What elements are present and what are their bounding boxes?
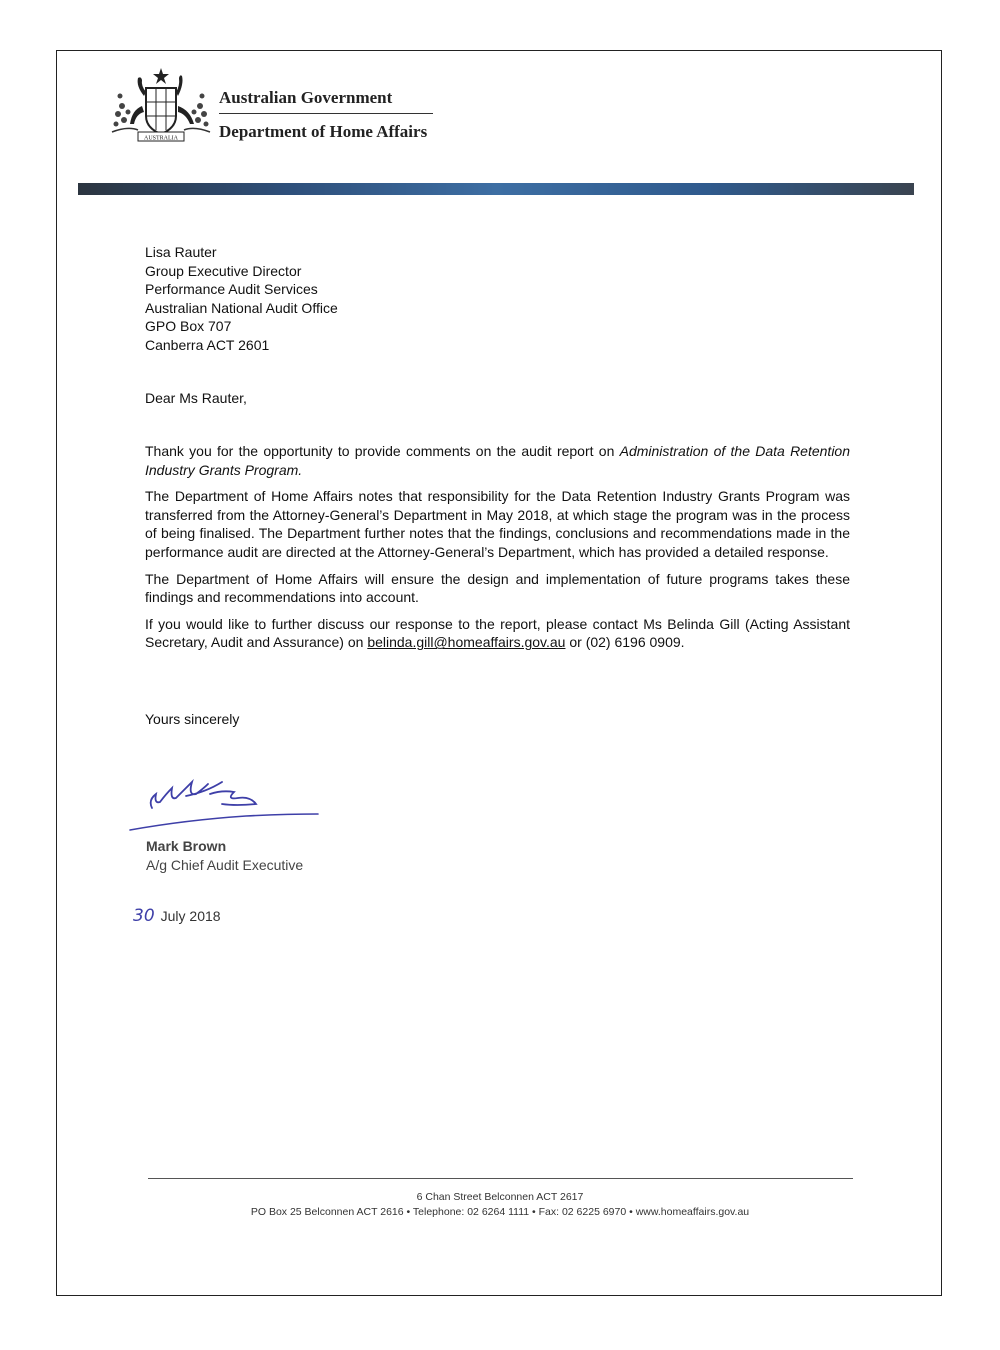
recipient-division: Performance Audit Services (145, 281, 318, 298)
coat-of-arms-icon (108, 66, 214, 148)
paragraph-4-text: If you would like to further discuss our response to the report, please contact Ms Belinda Gill (Acting Assistant Secretary, Audit and Assurance) on (145, 615, 850, 651)
paragraph-3: The Department of Home Affairs will ensure the design and implementation of future programs takes these findings and recommendations into account. (145, 570, 850, 606)
footer-contact-details: PO Box 25 Belconnen ACT 2616 • Telephone: 02 6264 1111 • Fax: 02 6225 6970 • www.homeaffairs.gov.au (250, 1206, 750, 1218)
contact-email-link[interactable]: belinda.gill@homeaffairs.gov.au (367, 634, 566, 651)
government-name: Australian Government (219, 88, 393, 107)
paragraph-4-phone: or (02) 6196 0909. (565, 634, 685, 651)
signer-title: A/g Chief Audit Executive (146, 857, 304, 873)
recipient-title: Group Executive Director (145, 262, 302, 279)
letter-body (145, 442, 850, 660)
signature-image (126, 770, 326, 836)
footer-divider (148, 1178, 853, 1179)
recipient-city: Canberra ACT 2601 (145, 336, 270, 353)
letter-date (133, 906, 221, 926)
letterhead-divider (219, 113, 433, 114)
paragraph-4 (145, 615, 850, 652)
handwritten-day: 30 (133, 906, 155, 926)
svg-text:AUSTRALIA: AUSTRALIA (144, 135, 178, 142)
department-name: Department of Home Affairs (219, 122, 428, 141)
paragraph-1-text: Thank you for the opportunity to provide comments on the audit report on (145, 443, 620, 459)
footer-street-address: 6 Chan Street Belconnen ACT 2617 (416, 1191, 584, 1203)
closing: Yours sincerely (145, 711, 240, 727)
recipient-organisation: Australian National Audit Office (145, 299, 338, 316)
page-border (56, 50, 942, 1296)
signer-name: Mark Brown (146, 838, 227, 854)
recipient-po-box: GPO Box 707 (145, 318, 232, 335)
recipient-name: Lisa Rauter (145, 244, 217, 260)
paragraph-2: The Department of Home Affairs notes that responsibility for the Data Retention Industry Grants Program was transferred from the Attorney-General’s Department in May 2018, at which stage the program was in the process of being finalised. The Department further notes that the findings, conclusions and recommendations made in the performance audit are directed at the Attorney-General’s Department, which has provided a detailed response. (145, 488, 850, 560)
report-title: Administration of the Data Retention Industry Grants Program. (145, 443, 851, 478)
paragraph-1 (145, 442, 850, 479)
date-month-year: July 2018 (160, 908, 221, 924)
letterhead-banner (78, 183, 914, 195)
salutation: Dear Ms Rauter, (145, 390, 247, 406)
recipient-address (145, 243, 338, 355)
